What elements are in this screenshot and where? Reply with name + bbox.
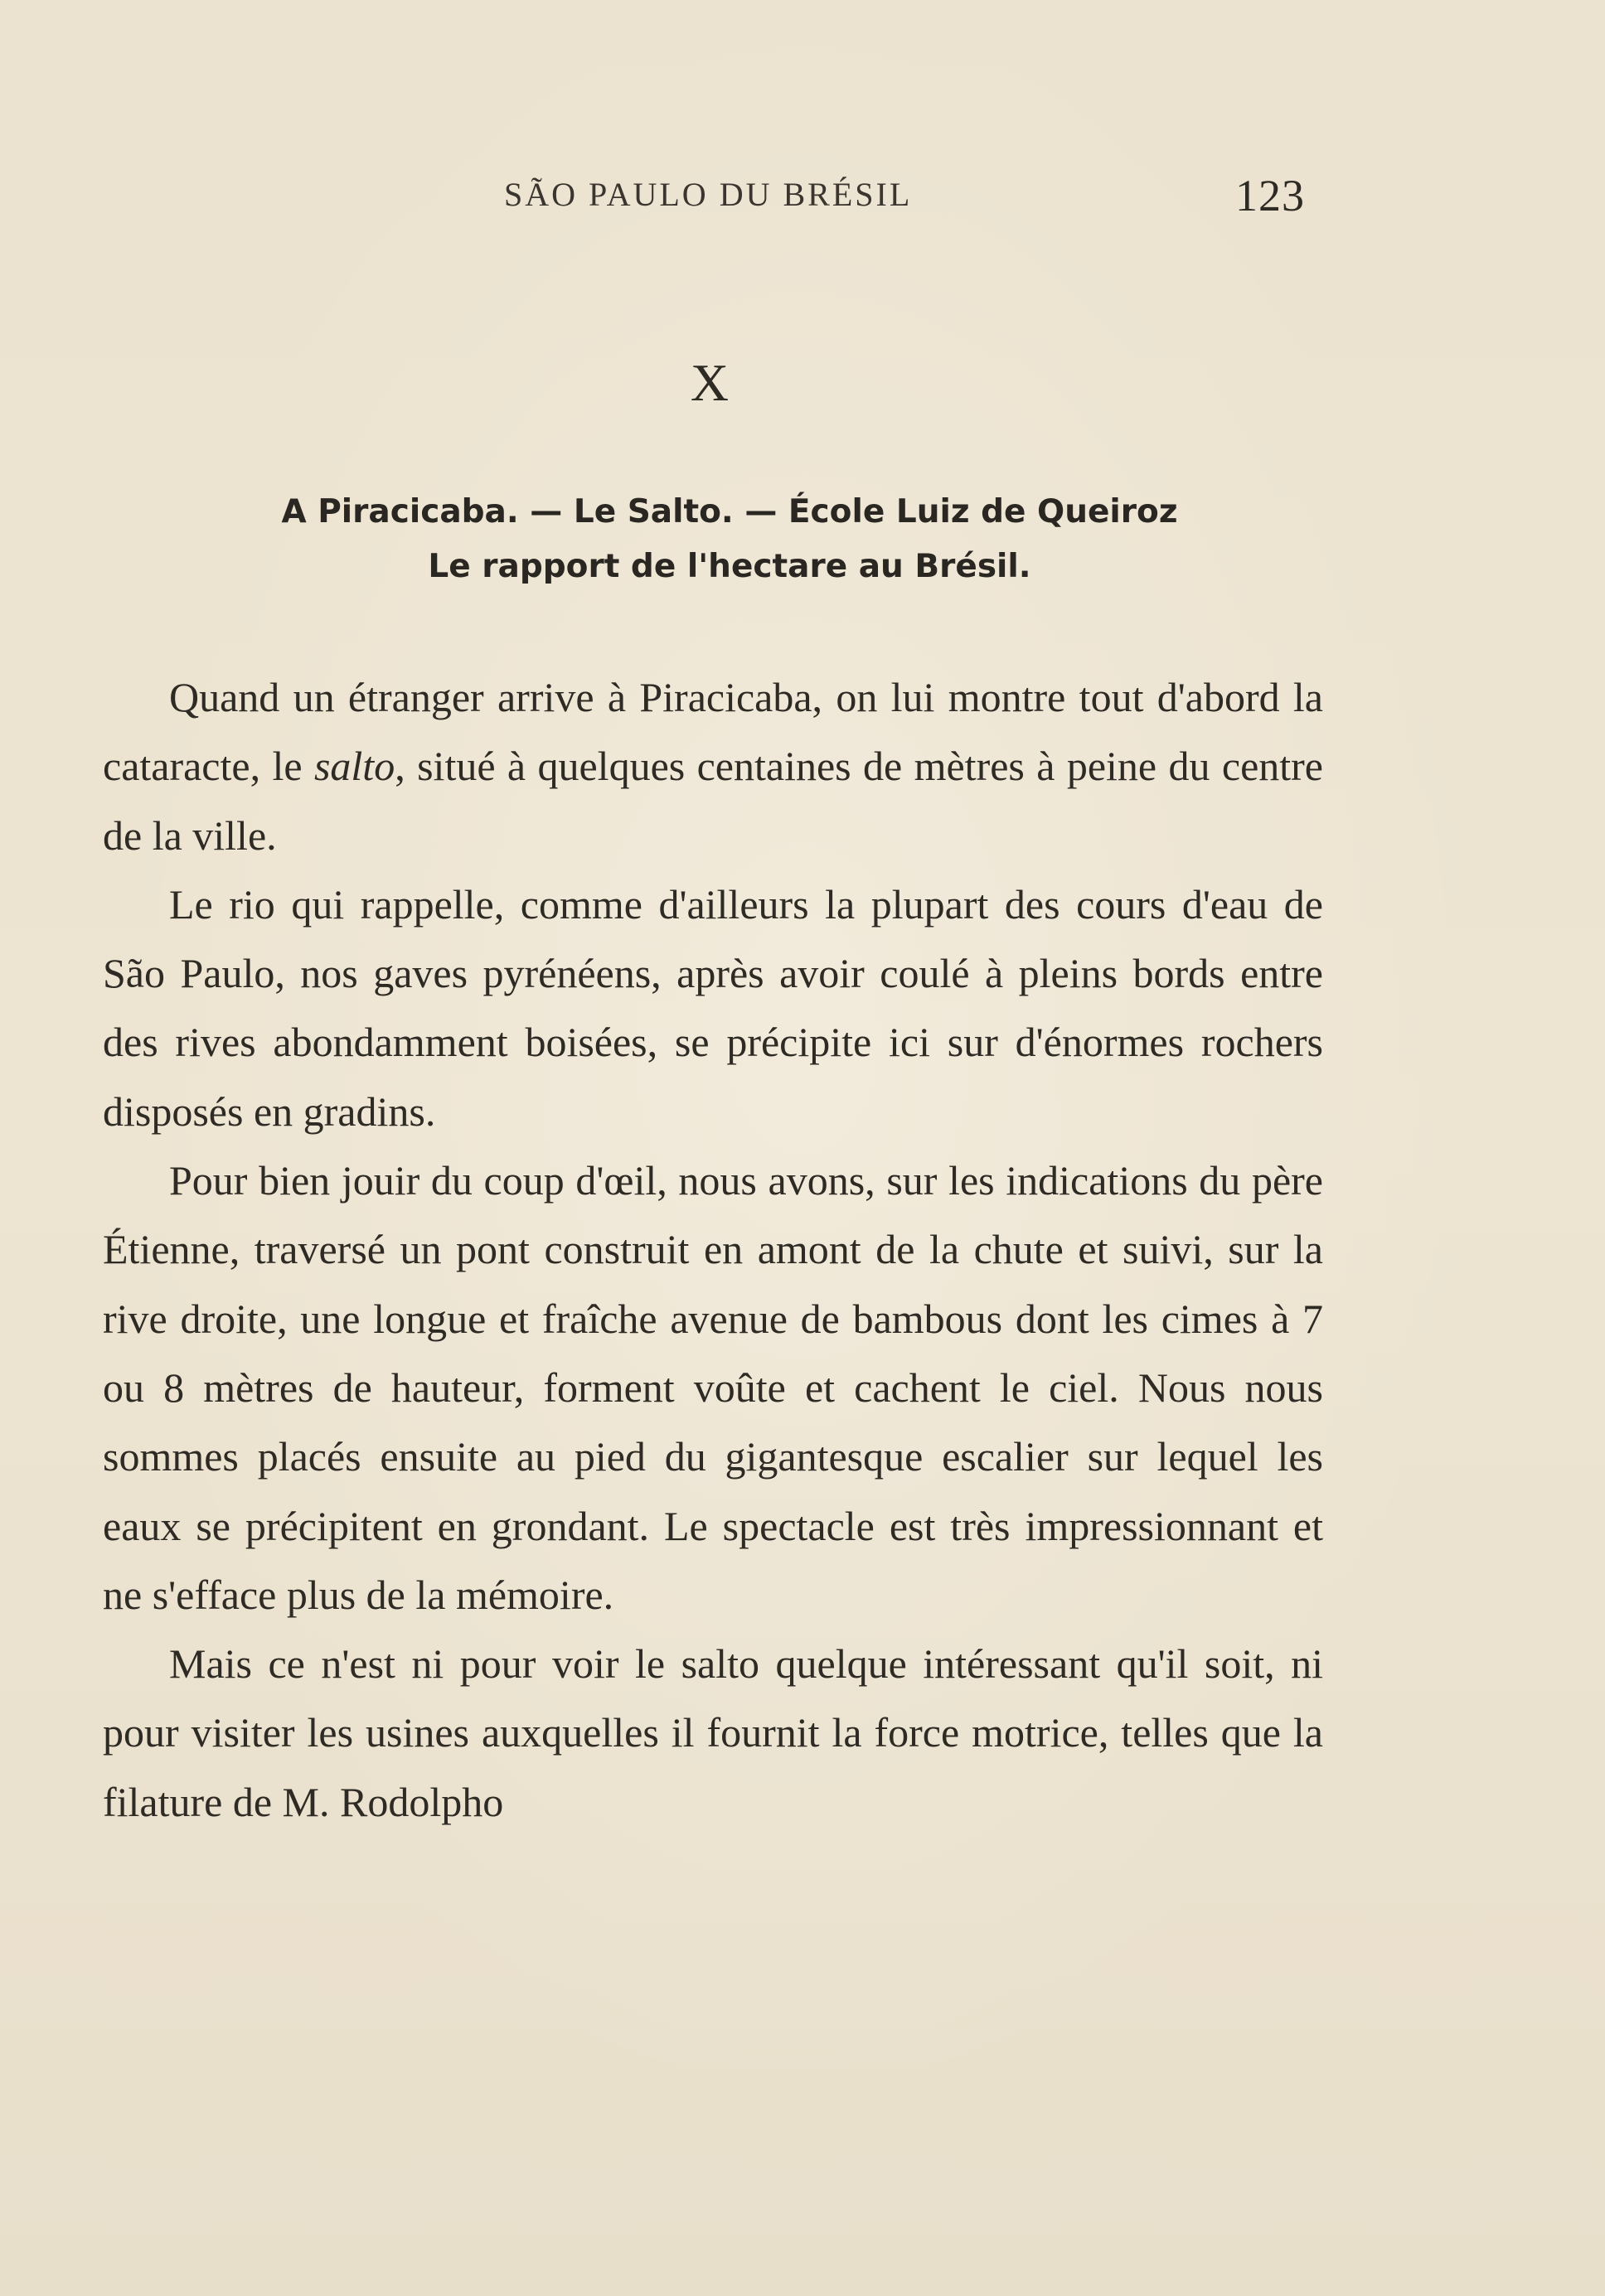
body-text	[103, 663, 1323, 1837]
emphasized-term: salto	[313, 743, 395, 790]
running-title: SÃO PAULO DU BRÉSIL	[504, 176, 913, 213]
paragraph: Pour bien jouir du coup d'œil, nous avons, sur les indications du père Étienne, traversé un pont construit en amont de la chute et suivi, sur la rive droite, une longue et fraîche avenue de bambous dont les cimes à 7 ou 8 mètres de hauteur, forment voûte et cachent le ciel. Nous nous sommes placés ensuite au pied du gigantesque escalier sur lequel les eaux se précipitent en grondant. Le spectacle est très impressionnant et ne s'efface plus de la mémoire.	[103, 1157, 1323, 1618]
chapter-summary	[166, 485, 1293, 594]
paragraph: Mais ce n'est ni pour voir le salto quelque intéressant qu'il soit, ni pour visiter les usines auxquelles il fournit la force motrice, telles que la filature de M. Rodolpho	[103, 1640, 1323, 1825]
chapter-number: X	[690, 353, 730, 412]
page-number: 123	[1235, 171, 1305, 220]
chapter-summary-line: A Piracicaba. — Le Salto. — École Luiz de Queiroz	[281, 493, 1178, 530]
paragraph	[103, 663, 1323, 870]
running-head	[0, 170, 1605, 220]
chapter-summary-line: Le rapport de l'hectare au Brésil.	[428, 548, 1031, 585]
paragraph-text: , situé à quelques centaines de mètres à peine du centre de la ville.	[103, 743, 1323, 859]
paragraph-text: Quand un étranger arrive à Piracicaba, on lui montre tout d'abord la cataracte, le	[103, 674, 1323, 790]
paragraph: Le rio qui rappelle, comme d'ailleurs la plupart des cours d'eau de São Paulo, nos gaves pyrénéens, après avoir coulé à pleins bords entre des rives abondamment boisées, se précipite ici sur d'énormes rochers disposés en gradins.	[103, 880, 1323, 1135]
